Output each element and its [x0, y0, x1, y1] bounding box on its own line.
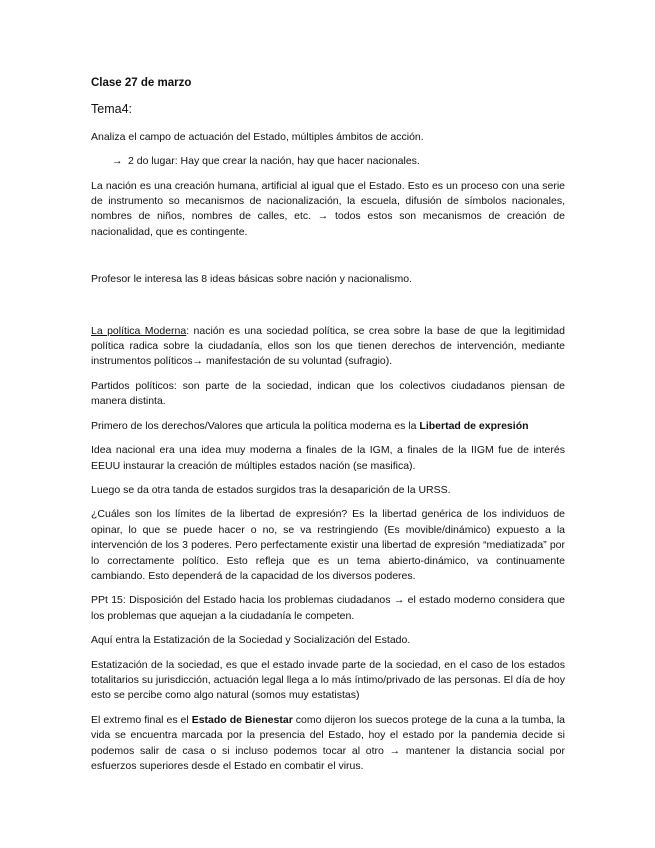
arrow-right-icon: →	[317, 210, 329, 223]
paragraph-text: PPt 15: Disposición del Estado hacia los problemas ciudadanos	[91, 594, 394, 607]
document-page	[91, 76, 565, 783]
paragraph-derechos	[91, 419, 565, 434]
spacer	[91, 297, 565, 324]
arrow-right-icon: →	[389, 744, 401, 757]
arrow-right-icon: →	[393, 594, 405, 607]
bold-term: Estado de Bienestar	[191, 713, 293, 726]
underlined-term: La política Moderna	[91, 324, 187, 337]
paragraph-ideas-basicas: Profesor le interesa las 8 ideas básicas sobre nación y nacionalismo.	[91, 273, 413, 286]
arrow-right-icon: →	[112, 155, 123, 168]
paragraph-limites-libertad: ¿Cuáles son los límites de la libertad de expresión? Es la libertad genérica de los individuos de opinar, lo que se puede hacer o no, se va restringiendo (Es movible/dinámico) expuesto a la intervención de los 3 poderes. Pero perfectamente existir una libertad de expresión “mediatizada” por lo correctamente político. Esto refleja que es un tema abierto-dinámico, va continuamente cambiando. Esto dependerá de la capacidad de los diversos poderes.	[91, 508, 565, 582]
paragraph-estatizacion: Estatización de la sociedad, es que el estado invade parte de la sociedad, en el caso de los estados totalitarios su jurisdicción, actuación legal llega a lo más íntimo/privado de las personas. El día de hoy esto se percibe como algo natural (somos muy estatistas)	[91, 658, 565, 702]
arrow-right-icon: →	[192, 355, 204, 368]
bold-term: Libertad de expresión	[419, 419, 529, 432]
bullet-text: 2 do lugar: Hay que crear la nación, hay que hacer nacionales.	[128, 155, 420, 168]
paragraph-text: como dijeron los suecos protege de la cuna a la tumba, la vida se encuentra marcada por la presencia del Estado, hoy el estado por la pandemia decide si podemos salir de casa o si incluso podemos tocar al otro	[91, 713, 565, 757]
paragraph-campo-actuacion: Analiza el campo de actuación del Estado, múltiples ámbitos de acción.	[91, 130, 424, 143]
paragraph-text: La nación es una creación humana, artificial al igual que el Estado. Esto es un proceso con una serie de instrumento so mecanismos de nacionalización, la escuela, difusión de símbolos nacionales, nombres de niños, nombres de calles, etc.	[91, 179, 565, 223]
paragraph-estado-bienestar	[91, 713, 565, 775]
spacer	[91, 249, 565, 272]
paragraph-text: mantener la distancia social por esfuerzos superiores desde el Estado en combatir el virus.	[91, 744, 565, 772]
paragraph-text: El extremo final es el	[91, 713, 192, 726]
paragraph-politica-moderna	[91, 324, 565, 370]
paragraph-text: todos estos son mecanismos de creación de nacionalidad, que es contingente.	[91, 210, 565, 238]
paragraph-urss: Luego se da otra tanda de estados surgidos tras la desaparición de la URSS.	[91, 483, 451, 496]
paragraph-text: manifestación de su voluntad (sufragio).	[203, 355, 393, 368]
paragraph-estatizacion-intro: Aquí entra la Estatización de la Sociedad y Socialización del Estado.	[91, 634, 411, 647]
paragraph-text: Primero de los derechos/Valores que articula la política moderna es la	[91, 419, 420, 432]
paragraph-ppt15	[91, 593, 565, 624]
paragraph-nacion	[91, 179, 565, 241]
bullet-item	[91, 154, 565, 169]
topic-heading: Tema4:	[91, 102, 132, 117]
paragraph-text: : nación es una sociedad política, se crea sobre la base de que la legitimidad política radica sobre la ciudadanía, ellos son los que tienen derechos de intervención, mediante instrumentos políticos	[91, 324, 565, 368]
paragraph-partidos: Partidos políticos: son parte de la sociedad, indican que los colectivos ciudadanos piensan de manera distinta.	[91, 379, 565, 408]
paragraph-text: el estado moderno considera que los problemas que aquejan a la ciudadanía le competen.	[91, 594, 565, 622]
document-title: Clase 27 de marzo	[91, 77, 192, 89]
paragraph-idea-nacional: Idea nacional era una idea muy moderna a finales de la IGM, a finales de la IIGM fue de interés EEUU instaurar la creación de múltiples estados nación (se masifica).	[91, 444, 565, 472]
